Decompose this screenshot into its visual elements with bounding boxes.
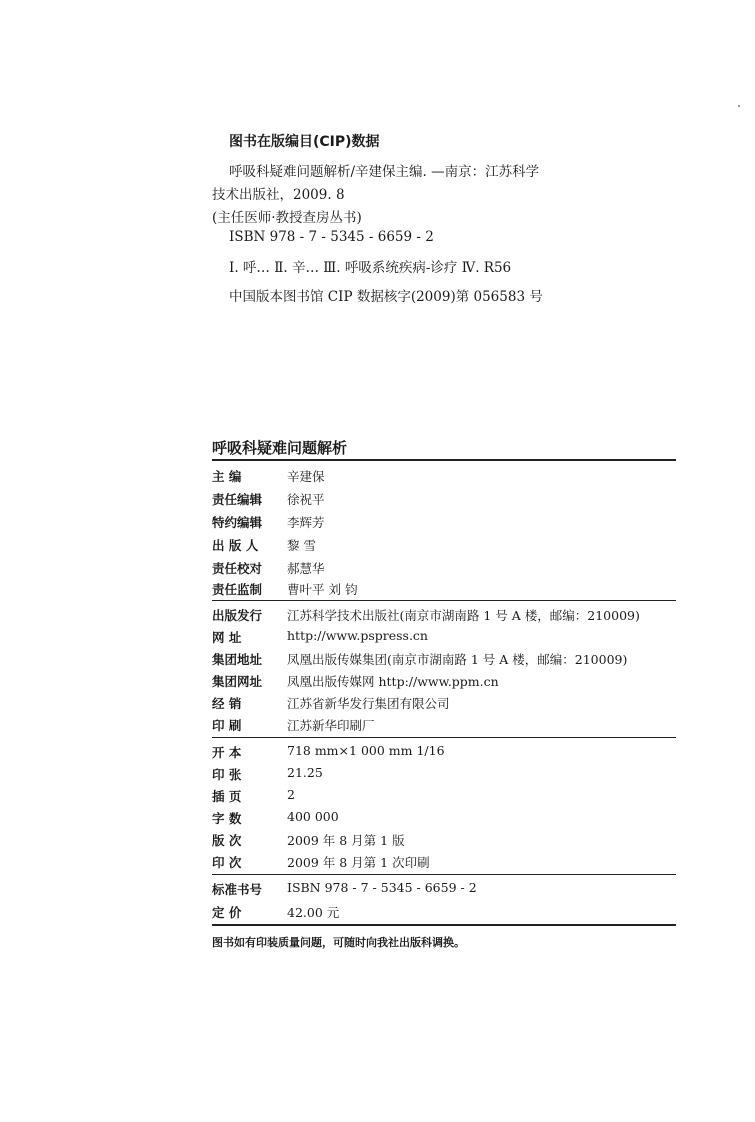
row-value: 江苏新华印刷厂 xyxy=(287,718,375,733)
row-label: 印 刷 xyxy=(212,718,242,733)
row-label: 标准书号 xyxy=(212,882,263,897)
row-value: 李辉芳 xyxy=(287,515,325,530)
row-value: ISBN 978 - 7 - 5345 - 6659 - 2 xyxy=(287,880,477,895)
row-label: 印 次 xyxy=(212,855,242,870)
row-value: 江苏科学技术出版社(南京市湖南路 1 号 A 楼，邮编：210009) xyxy=(287,608,640,623)
row-label: 主 编 xyxy=(212,469,242,484)
cip-line: 呼吸科疑难问题解析/辛建保主编. —南京：江苏科学 xyxy=(229,164,540,180)
row-label: 特约编辑 xyxy=(212,515,263,530)
row-label: 字 数 xyxy=(212,811,242,826)
row-label: 集团网址 xyxy=(212,674,263,689)
cip-heading: 图书在版编目(CIP)数据 xyxy=(229,134,380,150)
row-value: http://www.pspress.cn xyxy=(287,628,428,643)
cip-line: (主任医师·教授查房丛书) xyxy=(212,210,362,226)
row-value: 718 mm×1 000 mm 1/16 xyxy=(287,743,445,758)
row-label: 出 版 人 xyxy=(212,538,259,553)
row-value: 21.25 xyxy=(287,765,323,780)
row-value: 江苏省新华发行集团有限公司 xyxy=(287,696,450,711)
bottom-rule xyxy=(212,924,676,926)
section-rule xyxy=(212,874,676,875)
row-label: 责任校对 xyxy=(212,561,263,576)
book-title: 呼吸科疑难问题解析 xyxy=(212,439,348,457)
row-value: 2009 年 8 月第 1 版 xyxy=(287,833,405,848)
cip-line: Ⅰ. 呼… Ⅱ. 辛… Ⅲ. 呼吸系统疾病-诊疗 Ⅳ. R56 xyxy=(229,260,512,276)
row-label: 网 址 xyxy=(212,630,242,645)
row-label: 印 张 xyxy=(212,767,242,782)
row-value: 2 xyxy=(287,787,295,802)
row-label: 经 销 xyxy=(212,696,242,711)
row-value: 黎 雪 xyxy=(287,538,316,553)
row-value: 400 000 xyxy=(287,809,339,824)
row-label: 集团地址 xyxy=(212,652,263,667)
row-value: 凤凰出版传媒网 http://www.ppm.cn xyxy=(287,674,499,689)
row-label: 定 价 xyxy=(212,905,242,920)
section-rule xyxy=(212,737,676,738)
row-value: 郝慧华 xyxy=(287,561,325,576)
cip-line: 中国版本图书馆 CIP 数据核字(2009)第 056583 号 xyxy=(229,289,543,305)
row-value: 曹叶平 刘 钧 xyxy=(287,582,358,597)
cip-line: 技术出版社，2009. 8 xyxy=(212,187,345,203)
cip-line: ISBN 978 - 7 - 5345 - 6659 - 2 xyxy=(229,229,434,245)
row-value: 辛建保 xyxy=(287,469,325,484)
scan-speck xyxy=(738,105,740,107)
row-label: 开 本 xyxy=(212,745,242,760)
row-label: 责任编辑 xyxy=(212,492,263,507)
row-label: 插 页 xyxy=(212,789,242,804)
row-label: 版 次 xyxy=(212,833,242,848)
row-label: 出版发行 xyxy=(212,608,263,623)
row-value: 2009 年 8 月第 1 次印刷 xyxy=(287,855,430,870)
row-value: 凤凰出版传媒集团(南京市湖南路 1 号 A 楼，邮编：210009) xyxy=(287,652,628,667)
quality-note: 图书如有印装质量问题，可随时向我社出版科调换。 xyxy=(212,936,465,949)
title-rule xyxy=(212,459,676,461)
row-label: 责任监制 xyxy=(212,582,263,597)
row-value: 42.00 元 xyxy=(287,905,340,920)
row-value: 徐祝平 xyxy=(287,492,325,507)
section-rule xyxy=(212,600,676,601)
